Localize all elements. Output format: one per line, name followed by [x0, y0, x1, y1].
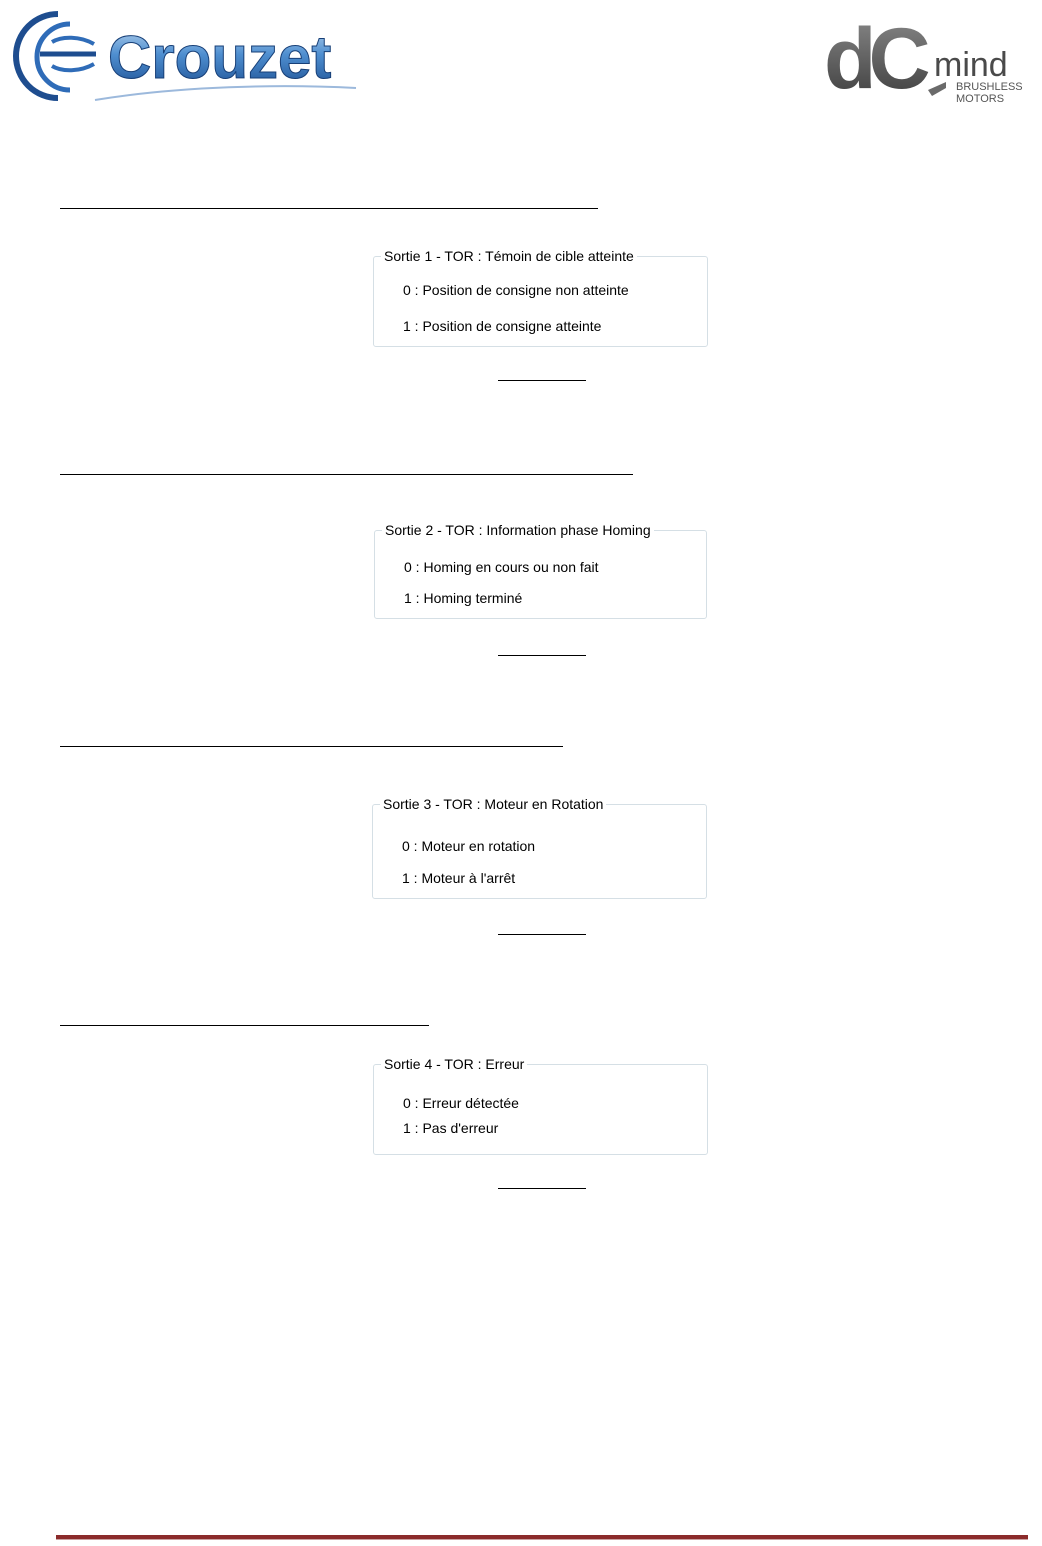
groupbox-item: 0 : Moteur en rotation — [402, 838, 536, 854]
section-heading-underline-2 — [60, 474, 633, 475]
section-heading-underline-3 — [60, 746, 563, 747]
groupbox-sortie-3 — [372, 796, 707, 899]
figure-caption-underline-4 — [498, 1188, 586, 1189]
groupbox-item: 1 : Moteur à l'arrêt — [402, 870, 516, 886]
figure-caption-underline-3 — [498, 934, 586, 935]
groupbox-item: 1 : Position de consigne atteinte — [403, 318, 602, 334]
groupbox-title: Sortie 2 - TOR : Information phase Homing — [382, 521, 654, 539]
dcmind-word: mind — [934, 46, 1008, 84]
groupbox-item: 1 : Pas d'erreur — [403, 1120, 499, 1136]
crouzet-wordmark: Crouzet — [108, 24, 332, 91]
groupbox-item: 0 : Position de consigne non atteinte — [403, 282, 629, 298]
dcmind-logo — [822, 0, 1037, 112]
groupbox-item: 0 : Erreur détectée — [403, 1095, 519, 1111]
dcmind-tagline-2: MOTORS — [956, 93, 1005, 105]
section-heading-underline-4 — [60, 1025, 429, 1026]
dcmind-tagline-1: BRUSHLESS — [956, 81, 1023, 93]
groupbox-title: Sortie 4 - TOR : Erreur — [381, 1055, 527, 1073]
groupbox-sortie-2 — [374, 522, 707, 619]
figure-caption-underline-1 — [498, 380, 586, 381]
groupbox-title: Sortie 3 - TOR : Moteur en Rotation — [380, 795, 606, 813]
dcmind-mark: dC — [824, 11, 923, 107]
figure-caption-underline-2 — [498, 655, 586, 656]
groupbox-title: Sortie 1 - TOR : Témoin de cible atteinte — [381, 247, 637, 265]
groupbox-sortie-1 — [373, 248, 708, 347]
section-heading-underline-1 — [60, 208, 598, 209]
groupbox-item: 0 : Homing en cours ou non fait — [404, 559, 599, 575]
groupbox-item: 1 : Homing terminé — [404, 590, 523, 606]
crouzet-logo — [0, 0, 370, 112]
groupbox-sortie-4 — [373, 1056, 708, 1155]
footer-rule — [56, 1535, 1028, 1540]
